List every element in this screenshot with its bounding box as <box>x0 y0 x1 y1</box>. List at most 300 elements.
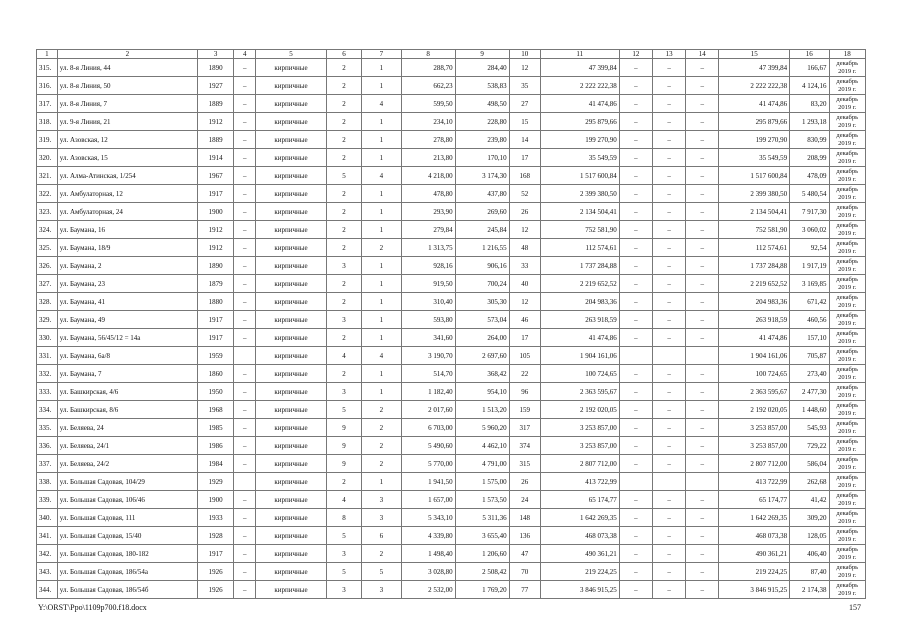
total-area-cell: 279,84 <box>401 221 455 239</box>
residents-cell: 17 <box>509 329 540 347</box>
wall-material-cell: кирпичные <box>256 563 327 581</box>
cost-per-m2-cell: 4 124,16 <box>790 77 829 95</box>
cost-col-12-cell: – <box>619 581 652 599</box>
year-renovated-cell: – <box>234 95 256 113</box>
entrances-cell: 2 <box>362 419 401 437</box>
cost-per-m2-cell: 92,54 <box>790 239 829 257</box>
living-area-cell: 538,83 <box>455 77 509 95</box>
year-built-cell: 1880 <box>198 293 234 311</box>
cost-col-13-cell: – <box>652 293 685 311</box>
living-area-cell: 437,80 <box>455 185 509 203</box>
wall-material-cell: кирпичные <box>256 527 327 545</box>
cost-per-m2-cell: 273,40 <box>790 365 829 383</box>
table-row <box>37 59 866 77</box>
cost-col-13-cell: – <box>652 203 685 221</box>
total-cost-cell: 65 174,77 <box>540 491 619 509</box>
address-cell: ул. Амбулаторная, 24 <box>57 203 197 221</box>
year-built-cell: 1890 <box>198 59 234 77</box>
year-renovated-cell: – <box>234 401 256 419</box>
cost-col-14-cell: – <box>686 491 719 509</box>
entrances-cell: 1 <box>362 59 401 77</box>
fund-amount-cell: 2 192 020,05 <box>719 401 790 419</box>
cost-col-14-cell: – <box>686 401 719 419</box>
cost-per-m2-cell: 460,56 <box>790 311 829 329</box>
wall-material-cell: кирпичные <box>256 149 327 167</box>
cost-col-12-cell: – <box>619 239 652 257</box>
floors-cell: 5 <box>326 401 361 419</box>
year-built-cell: 1917 <box>198 329 234 347</box>
table-row <box>37 221 866 239</box>
row-number-cell: 324. <box>37 221 58 239</box>
year-built-cell: 1986 <box>198 437 234 455</box>
row-number-cell: 327. <box>37 275 58 293</box>
cost-col-14-cell: – <box>686 581 719 599</box>
deadline-cell: декабрь 2019 г. <box>829 365 865 383</box>
column-number-1: 1 <box>37 50 58 59</box>
cost-col-12-cell: – <box>619 563 652 581</box>
year-renovated-cell: – <box>234 257 256 275</box>
fund-amount-cell: 219 224,25 <box>719 563 790 581</box>
floors-cell: 2 <box>326 77 361 95</box>
cost-col-14-cell: – <box>686 275 719 293</box>
address-cell: ул. Баумана, 2 <box>57 257 197 275</box>
cost-col-13-cell: – <box>652 311 685 329</box>
deadline-cell: декабрь 2019 г. <box>829 473 865 491</box>
residents-cell: 52 <box>509 185 540 203</box>
cost-per-m2-cell: 166,67 <box>790 59 829 77</box>
cost-col-14-cell: – <box>686 131 719 149</box>
table-row <box>37 401 866 419</box>
year-built-cell: 1950 <box>198 383 234 401</box>
row-number-cell: 330. <box>37 329 58 347</box>
residents-cell: 70 <box>509 563 540 581</box>
wall-material-cell: кирпичные <box>256 293 327 311</box>
living-area-cell: 1 513,20 <box>455 401 509 419</box>
table-row <box>37 149 866 167</box>
residents-cell: 24 <box>509 491 540 509</box>
year-renovated-cell: – <box>234 203 256 221</box>
column-number-9: 9 <box>455 50 509 59</box>
entrances-cell: 5 <box>362 563 401 581</box>
deadline-cell: декабрь 2019 г. <box>829 581 865 599</box>
year-renovated-cell: – <box>234 491 256 509</box>
floors-cell: 2 <box>326 329 361 347</box>
fund-amount-cell: 199 270,90 <box>719 131 790 149</box>
residents-cell: 17 <box>509 149 540 167</box>
total-area-cell: 1 182,40 <box>401 383 455 401</box>
total-cost-cell: 1 904 161,06 <box>540 347 619 365</box>
year-built-cell: 1912 <box>198 221 234 239</box>
row-number-cell: 338. <box>37 473 58 491</box>
cost-col-14-cell: – <box>686 203 719 221</box>
year-renovated-cell: – <box>234 59 256 77</box>
cost-col-14-cell: – <box>686 167 719 185</box>
cost-col-13-cell <box>652 347 685 365</box>
deadline-cell: декабрь 2019 г. <box>829 311 865 329</box>
living-area-cell: 305,30 <box>455 293 509 311</box>
address-cell: ул. Башкирская, 4/6 <box>57 383 197 401</box>
entrances-cell: 6 <box>362 527 401 545</box>
cost-per-m2-cell: 7 917,30 <box>790 203 829 221</box>
cost-col-14-cell: – <box>686 329 719 347</box>
living-area-cell: 1 769,20 <box>455 581 509 599</box>
table-row <box>37 473 866 491</box>
floors-cell: 2 <box>326 239 361 257</box>
cost-col-14-cell: – <box>686 455 719 473</box>
floors-cell: 9 <box>326 419 361 437</box>
fund-amount-cell: 413 722,99 <box>719 473 790 491</box>
entrances-cell: 1 <box>362 113 401 131</box>
column-number-13: 13 <box>652 50 685 59</box>
cost-col-14-cell: – <box>686 77 719 95</box>
cost-col-12-cell: – <box>619 311 652 329</box>
cost-per-m2-cell: 1 917,19 <box>790 257 829 275</box>
floors-cell: 2 <box>326 275 361 293</box>
year-renovated-cell: – <box>234 77 256 95</box>
entrances-cell: 1 <box>362 257 401 275</box>
deadline-cell: декабрь 2019 г. <box>829 545 865 563</box>
fund-amount-cell: 2 222 222,38 <box>719 77 790 95</box>
floors-cell: 3 <box>326 545 361 563</box>
year-built-cell: 1917 <box>198 185 234 203</box>
cost-col-13-cell <box>652 473 685 491</box>
column-number-17: 18 <box>829 50 865 59</box>
table-row <box>37 113 866 131</box>
address-cell: ул. 8-я Линия, 50 <box>57 77 197 95</box>
total-area-cell: 919,50 <box>401 275 455 293</box>
row-number-cell: 343. <box>37 563 58 581</box>
wall-material-cell: кирпичные <box>256 257 327 275</box>
floors-cell: 5 <box>326 167 361 185</box>
row-number-cell: 340. <box>37 509 58 527</box>
row-number-cell: 319. <box>37 131 58 149</box>
deadline-cell: декабрь 2019 г. <box>829 491 865 509</box>
cost-per-m2-cell: 87,40 <box>790 563 829 581</box>
total-cost-cell: 41 474,86 <box>540 329 619 347</box>
cost-col-14-cell: – <box>686 185 719 203</box>
floors-cell: 2 <box>326 113 361 131</box>
floors-cell: 2 <box>326 365 361 383</box>
year-built-cell: 1889 <box>198 131 234 149</box>
fund-amount-cell: 112 574,61 <box>719 239 790 257</box>
row-number-cell: 333. <box>37 383 58 401</box>
residents-cell: 48 <box>509 239 540 257</box>
deadline-cell: декабрь 2019 г. <box>829 167 865 185</box>
entrances-cell: 1 <box>362 131 401 149</box>
wall-material-cell: кирпичные <box>256 419 327 437</box>
year-built-cell: 1959 <box>198 347 234 365</box>
deadline-cell: декабрь 2019 г. <box>829 149 865 167</box>
cost-col-14-cell: – <box>686 437 719 455</box>
cost-col-12-cell: – <box>619 203 652 221</box>
year-renovated-cell: – <box>234 545 256 563</box>
year-renovated-cell: – <box>234 149 256 167</box>
table-row <box>37 293 866 311</box>
cost-col-13-cell: – <box>652 419 685 437</box>
address-cell: ул. Алма-Атинская, 1/254 <box>57 167 197 185</box>
cost-col-12-cell <box>619 347 652 365</box>
floors-cell: 3 <box>326 257 361 275</box>
residents-cell: 12 <box>509 221 540 239</box>
living-area-cell: 284,40 <box>455 59 509 77</box>
cost-col-14-cell: – <box>686 239 719 257</box>
year-built-cell: 1912 <box>198 239 234 257</box>
column-number-2: 2 <box>57 50 197 59</box>
residents-cell: 12 <box>509 59 540 77</box>
year-renovated-cell: – <box>234 239 256 257</box>
cost-col-14-cell: – <box>686 527 719 545</box>
cost-col-12-cell: – <box>619 365 652 383</box>
living-area-cell: 2 508,42 <box>455 563 509 581</box>
address-cell: ул. Большая Садовая, 180-182 <box>57 545 197 563</box>
floors-cell: 2 <box>326 203 361 221</box>
row-number-cell: 332. <box>37 365 58 383</box>
total-cost-cell: 3 846 915,25 <box>540 581 619 599</box>
table-row <box>37 311 866 329</box>
cost-col-13-cell: – <box>652 95 685 113</box>
fund-amount-cell: 263 918,59 <box>719 311 790 329</box>
table-row <box>37 131 866 149</box>
cost-col-13-cell: – <box>652 239 685 257</box>
total-cost-cell: 1 642 269,35 <box>540 509 619 527</box>
entrances-cell: 1 <box>362 311 401 329</box>
cost-col-14-cell <box>686 347 719 365</box>
total-area-cell: 213,80 <box>401 149 455 167</box>
entrances-cell: 2 <box>362 401 401 419</box>
fund-amount-cell: 1 737 284,88 <box>719 257 790 275</box>
cost-col-12-cell: – <box>619 401 652 419</box>
total-cost-cell: 413 722,99 <box>540 473 619 491</box>
cost-per-m2-cell: 128,05 <box>790 527 829 545</box>
year-built-cell: 1968 <box>198 401 234 419</box>
address-cell: ул. Баумана, 16 <box>57 221 197 239</box>
wall-material-cell: кирпичные <box>256 77 327 95</box>
cost-col-14-cell <box>686 473 719 491</box>
wall-material-cell: кирпичные <box>256 455 327 473</box>
cost-col-13-cell: – <box>652 581 685 599</box>
entrances-cell: 1 <box>362 77 401 95</box>
total-cost-cell: 263 918,59 <box>540 311 619 329</box>
entrances-cell: 2 <box>362 437 401 455</box>
residents-cell: 317 <box>509 419 540 437</box>
cost-col-13-cell: – <box>652 545 685 563</box>
deadline-cell: декабрь 2019 г. <box>829 257 865 275</box>
residents-cell: 159 <box>509 401 540 419</box>
cost-col-12-cell: – <box>619 491 652 509</box>
cost-col-14-cell: – <box>686 149 719 167</box>
total-area-cell: 5 343,10 <box>401 509 455 527</box>
cost-per-m2-cell: 309,20 <box>790 509 829 527</box>
year-built-cell: 1917 <box>198 311 234 329</box>
floors-cell: 4 <box>326 347 361 365</box>
address-cell: ул. 9-я Линия, 21 <box>57 113 197 131</box>
living-area-cell: 1 216,55 <box>455 239 509 257</box>
row-number-cell: 339. <box>37 491 58 509</box>
entrances-cell: 1 <box>362 293 401 311</box>
deadline-cell: декабрь 2019 г. <box>829 563 865 581</box>
deadline-cell: декабрь 2019 г. <box>829 383 865 401</box>
wall-material-cell: кирпичные <box>256 167 327 185</box>
table-row <box>37 95 866 113</box>
wall-material-cell: кирпичные <box>256 59 327 77</box>
fund-amount-cell: 1 904 161,06 <box>719 347 790 365</box>
deadline-cell: декабрь 2019 г. <box>829 401 865 419</box>
residents-cell: 77 <box>509 581 540 599</box>
table-row <box>37 203 866 221</box>
address-cell: ул. Азовская, 15 <box>57 149 197 167</box>
address-cell: ул. 8-я Линия, 44 <box>57 59 197 77</box>
wall-material-cell: кирпичные <box>256 131 327 149</box>
cost-col-12-cell: – <box>619 95 652 113</box>
year-renovated-cell: – <box>234 329 256 347</box>
residents-cell: 33 <box>509 257 540 275</box>
footer-file-path: Y:\ORST\Ppo\1109p700.f18.docx <box>38 603 147 612</box>
fund-amount-cell: 1 517 600,84 <box>719 167 790 185</box>
residents-cell: 26 <box>509 203 540 221</box>
entrances-cell: 1 <box>362 365 401 383</box>
address-cell: ул. Беляева, 24/2 <box>57 455 197 473</box>
fund-amount-cell: 1 642 269,35 <box>719 509 790 527</box>
cost-col-14-cell: – <box>686 509 719 527</box>
total-cost-cell: 100 724,65 <box>540 365 619 383</box>
year-built-cell: 1933 <box>198 509 234 527</box>
total-area-cell: 234,10 <box>401 113 455 131</box>
row-number-cell: 334. <box>37 401 58 419</box>
living-area-cell: 700,24 <box>455 275 509 293</box>
floors-cell: 3 <box>326 383 361 401</box>
entrances-cell: 3 <box>362 509 401 527</box>
deadline-cell: декабрь 2019 г. <box>829 329 865 347</box>
year-renovated-cell: – <box>234 365 256 383</box>
address-cell: ул. Амбулаторная, 12 <box>57 185 197 203</box>
year-built-cell: 1926 <box>198 563 234 581</box>
year-renovated-cell: – <box>234 383 256 401</box>
total-cost-cell: 295 879,66 <box>540 113 619 131</box>
cost-col-14-cell: – <box>686 221 719 239</box>
living-area-cell: 1 206,60 <box>455 545 509 563</box>
total-cost-cell: 1 517 600,84 <box>540 167 619 185</box>
table-row <box>37 329 866 347</box>
deadline-cell: декабрь 2019 г. <box>829 293 865 311</box>
residents-cell: 374 <box>509 437 540 455</box>
row-number-cell: 337. <box>37 455 58 473</box>
deadline-cell: декабрь 2019 г. <box>829 131 865 149</box>
floors-cell: 5 <box>326 527 361 545</box>
year-renovated-cell: – <box>234 563 256 581</box>
cost-col-14-cell: – <box>686 365 719 383</box>
column-number-6: 6 <box>326 50 361 59</box>
residents-cell: 14 <box>509 131 540 149</box>
column-number-16: 16 <box>790 50 829 59</box>
cost-col-12-cell: – <box>619 221 652 239</box>
year-built-cell: 1890 <box>198 257 234 275</box>
cost-col-14-cell: – <box>686 563 719 581</box>
total-cost-cell: 35 549,59 <box>540 149 619 167</box>
table-row <box>37 581 866 599</box>
cost-col-12-cell: – <box>619 293 652 311</box>
residents-cell: 148 <box>509 509 540 527</box>
year-renovated-cell: – <box>234 527 256 545</box>
cost-col-13-cell: – <box>652 455 685 473</box>
total-area-cell: 599,50 <box>401 95 455 113</box>
year-renovated-cell: – <box>234 455 256 473</box>
deadline-cell: декабрь 2019 г. <box>829 527 865 545</box>
table-row <box>37 239 866 257</box>
deadline-cell: декабрь 2019 г. <box>829 95 865 113</box>
address-cell: ул. Баумана, 7 <box>57 365 197 383</box>
total-cost-cell: 41 474,86 <box>540 95 619 113</box>
year-renovated-cell: – <box>234 131 256 149</box>
deadline-cell: декабрь 2019 г. <box>829 239 865 257</box>
fund-amount-cell: 100 724,65 <box>719 365 790 383</box>
total-area-cell: 3 190,70 <box>401 347 455 365</box>
residents-cell: 136 <box>509 527 540 545</box>
entrances-cell: 2 <box>362 545 401 563</box>
deadline-cell: декабрь 2019 г. <box>829 275 865 293</box>
total-area-cell: 4 339,80 <box>401 527 455 545</box>
cost-col-13-cell: – <box>652 113 685 131</box>
year-built-cell: 1984 <box>198 455 234 473</box>
fund-amount-cell: 41 474,86 <box>719 329 790 347</box>
cost-per-m2-cell: 586,04 <box>790 455 829 473</box>
cost-per-m2-cell: 2 174,38 <box>790 581 829 599</box>
total-area-cell: 5 770,00 <box>401 455 455 473</box>
address-cell: ул. Башкирская, 8/6 <box>57 401 197 419</box>
row-number-cell: 320. <box>37 149 58 167</box>
cost-col-13-cell: – <box>652 509 685 527</box>
cost-per-m2-cell: 478,09 <box>790 167 829 185</box>
entrances-cell: 1 <box>362 329 401 347</box>
year-built-cell: 1900 <box>198 203 234 221</box>
entrances-cell: 4 <box>362 95 401 113</box>
living-area-cell: 269,60 <box>455 203 509 221</box>
living-area-cell: 4 791,00 <box>455 455 509 473</box>
residents-cell: 15 <box>509 113 540 131</box>
cost-per-m2-cell: 729,22 <box>790 437 829 455</box>
cost-col-12-cell: – <box>619 419 652 437</box>
table-row <box>37 455 866 473</box>
floors-cell: 2 <box>326 293 361 311</box>
residents-cell: 22 <box>509 365 540 383</box>
year-built-cell: 1967 <box>198 167 234 185</box>
floors-cell: 9 <box>326 455 361 473</box>
year-renovated-cell: – <box>234 275 256 293</box>
floors-cell: 2 <box>326 59 361 77</box>
table-row <box>37 383 866 401</box>
cost-col-14-cell: – <box>686 59 719 77</box>
column-number-row <box>37 50 866 59</box>
wall-material-cell: кирпичные <box>256 275 327 293</box>
column-number-14: 14 <box>686 50 719 59</box>
wall-material-cell: кирпичные <box>256 383 327 401</box>
table-row <box>37 545 866 563</box>
fund-amount-cell: 2 219 652,52 <box>719 275 790 293</box>
cost-col-12-cell: – <box>619 437 652 455</box>
fund-amount-cell: 490 361,21 <box>719 545 790 563</box>
fund-amount-cell: 3 846 915,25 <box>719 581 790 599</box>
total-area-cell: 293,90 <box>401 203 455 221</box>
cost-per-m2-cell: 157,10 <box>790 329 829 347</box>
row-number-cell: 318. <box>37 113 58 131</box>
living-area-cell: 245,84 <box>455 221 509 239</box>
year-built-cell: 1889 <box>198 95 234 113</box>
fund-amount-cell: 204 983,36 <box>719 293 790 311</box>
wall-material-cell: кирпичные <box>256 311 327 329</box>
total-cost-cell: 490 361,21 <box>540 545 619 563</box>
column-number-5: 5 <box>256 50 327 59</box>
total-area-cell: 2 017,60 <box>401 401 455 419</box>
residents-cell: 315 <box>509 455 540 473</box>
